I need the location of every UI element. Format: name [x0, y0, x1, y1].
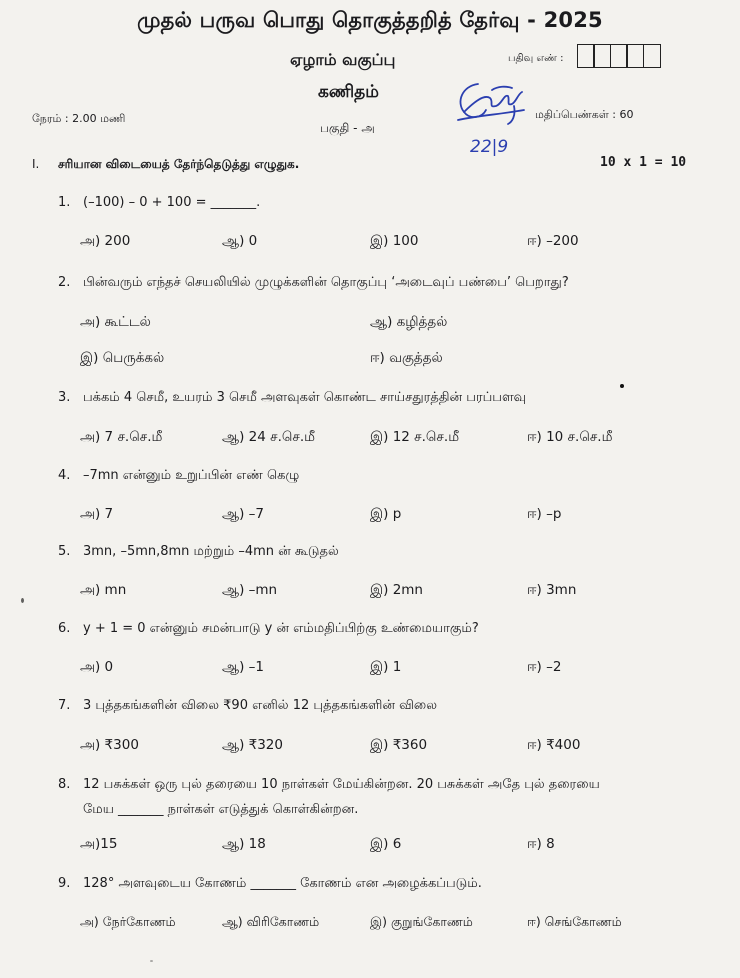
- option-c: இ) 1: [370, 659, 402, 675]
- option-a: அ) நேர்கோணம்: [80, 914, 176, 929]
- scan-speck: [620, 384, 624, 388]
- section-score: 10 x 1 = 10: [600, 155, 687, 170]
- question-text: 12 பசுக்கள் ஒரு புல் தரையை 10 நாள்கள் மேய்கின்றன. 20 பசுக்கள் அதே புல் தரையை: [83, 777, 600, 792]
- total-marks: மதிப்பெண்கள் : 60: [535, 108, 634, 121]
- option-d: ஈ) செங்கோணம்: [527, 914, 622, 929]
- option-c: இ) 6: [370, 836, 402, 852]
- option-a: அ) 0: [80, 659, 114, 675]
- option-a: அ) 200: [80, 233, 131, 249]
- question-number: 4.: [58, 468, 71, 483]
- section-label: பகுதி - அ: [320, 121, 375, 135]
- scan-speck: [21, 598, 24, 603]
- section-number: I.: [32, 157, 40, 171]
- question-text: பக்கம் 4 செமீ, உயரம் 3 செமீ அளவுகள் கொண்ட சாய்சதுரத்தின் பரப்பளவு: [83, 390, 527, 405]
- option-b: ஆ) 24 ச.செ.மீ: [222, 429, 316, 445]
- option-a: அ) mn: [80, 582, 127, 598]
- question-number: 3.: [58, 390, 71, 405]
- register-digit-box: [593, 44, 611, 68]
- option-d: ஈ) ₹400: [527, 737, 581, 753]
- question-number: 9.: [58, 876, 71, 891]
- question-text: (–100) – 0 + 100 = _______.: [83, 195, 261, 210]
- option-d: ஈ) 10 ச.செ.மீ: [527, 429, 613, 445]
- question-6: [58, 621, 479, 637]
- option-d: ஈ) –2: [527, 659, 562, 675]
- question-text: 3mn, –5mn,8mn மற்றும் –4mn ன் கூடுதல்: [83, 544, 339, 559]
- option-a: அ) ₹300: [80, 737, 139, 753]
- question-7: [58, 698, 437, 714]
- option-b: ஆ) ₹320: [222, 737, 283, 753]
- question-2: [58, 275, 569, 291]
- register-number-boxes: [578, 44, 661, 68]
- question-3: [58, 390, 526, 406]
- option-d: ஈ) –p: [527, 506, 562, 522]
- question-1: [58, 195, 260, 210]
- option-b: ஆ) 0: [222, 233, 258, 249]
- question-8: [58, 777, 600, 793]
- register-number-label: பதிவு எண் :: [508, 53, 564, 64]
- question-text: பின்வரும் எந்தச் செயலியில் முழுக்களின் தொகுப்பு ‘அடைவுப் பண்பை’ பெறாது?: [83, 275, 569, 290]
- option-b: ஆ) –mn: [222, 582, 278, 598]
- question-text: 3 புத்தகங்களின் விலை ₹90 எனில் 12 புத்தகங்களின் விலை: [83, 698, 438, 713]
- option-c: இ) 12 ச.செ.மீ: [370, 429, 460, 445]
- option-b: ஆ) விரிகோணம்: [222, 914, 320, 929]
- option-b: ஆ) 18: [222, 836, 266, 852]
- signature-icon: [452, 76, 532, 158]
- exam-duration: நேரம் : 2.00 மணி: [32, 112, 126, 125]
- register-digit-box: [626, 44, 644, 68]
- option-c: இ) 2mn: [370, 582, 423, 598]
- question-9: [58, 876, 482, 892]
- question-text: 128° அளவுடைய கோணம் _______ கோணம் என அழைக்கப்படும்.: [83, 876, 482, 891]
- option-d: ஈ) –200: [527, 233, 579, 249]
- question-number: 7.: [58, 698, 71, 713]
- option-c: இ) ₹360: [370, 737, 428, 753]
- question-number: 8.: [58, 777, 71, 792]
- grade-label: ஏழாம் வகுப்பு: [290, 50, 396, 69]
- option-a: அ) 7: [80, 506, 114, 522]
- option-c: இ) குறுங்கோணம்: [370, 914, 473, 929]
- scan-speck: [150, 960, 153, 962]
- option-d: ஈ) 3mn: [527, 582, 577, 598]
- option-b: ஆ) –1: [222, 659, 264, 675]
- option-b: ஆ) கழித்தல்: [370, 314, 448, 330]
- register-digit-box: [577, 44, 595, 68]
- signature-date: 22|9: [470, 137, 509, 157]
- option-a: அ) 7 ச.செ.மீ: [80, 429, 163, 445]
- question-4: [58, 468, 299, 484]
- option-d: ஈ) 8: [527, 836, 555, 852]
- question-text: –7mn என்னும் உறுப்பின் எண் கெழு: [83, 468, 300, 483]
- exam-title: முதல் பருவ பொது தொகுத்தறித் தேர்வு - 2025: [137, 8, 603, 32]
- option-c: இ) பெருக்கல்: [80, 350, 165, 366]
- option-a: அ) கூட்டல்: [80, 314, 151, 330]
- question-number: 1.: [58, 195, 71, 210]
- question-8-continued: மேய _______ நாள்கள் எடுத்துக் கொள்கின்றன.: [83, 802, 359, 817]
- question-number: 6.: [58, 621, 71, 636]
- register-digit-box: [610, 44, 628, 68]
- option-c: இ) p: [370, 506, 402, 522]
- question-number: 2.: [58, 275, 71, 290]
- option-a: அ)15: [80, 836, 118, 852]
- instruction-text: சரியான விடையைத் தேர்ந்தெடுத்து எழுதுக.: [58, 157, 300, 171]
- option-c: இ) 100: [370, 233, 419, 249]
- option-b: ஆ) –7: [222, 506, 264, 522]
- question-number: 5.: [58, 544, 71, 559]
- register-digit-box: [643, 44, 661, 68]
- question-text: y + 1 = 0 என்னும் சமன்பாடு y ன் எம்மதிப்பிற்கு உண்மையாகும்?: [83, 621, 479, 636]
- option-d: ஈ) வகுத்தல்: [370, 350, 443, 366]
- question-5: [58, 544, 339, 560]
- subject-title: கணிதம்: [318, 82, 379, 102]
